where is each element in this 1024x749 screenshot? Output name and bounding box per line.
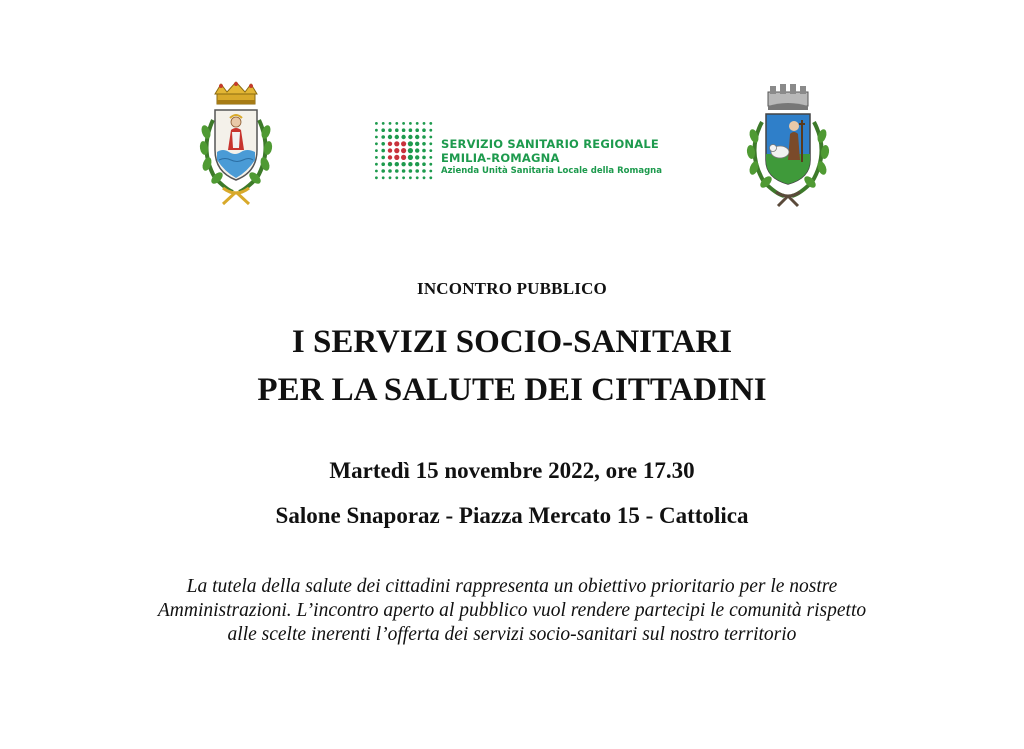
description-line1: La tutela della salute dei cittadini rappresenta un obiettivo prioritario per le nostre xyxy=(186,576,838,597)
logo-dot xyxy=(429,142,432,145)
logo-dot xyxy=(401,141,406,146)
logo-dot xyxy=(388,128,392,132)
logo-dot xyxy=(429,170,432,173)
logo-dot xyxy=(388,135,392,139)
event-title xyxy=(0,318,1024,414)
logo-dot xyxy=(429,129,432,132)
logo-dot xyxy=(375,122,378,125)
logo-dot xyxy=(415,169,419,173)
right-crest-icon xyxy=(740,80,836,208)
logo-dot xyxy=(394,155,399,160)
logo-dot xyxy=(375,176,378,179)
logo-dot xyxy=(394,148,399,153)
logo-dot xyxy=(415,162,419,166)
logo-dot xyxy=(402,128,406,132)
logo-dot xyxy=(422,156,426,160)
logo-dot xyxy=(402,122,405,125)
logo-dot xyxy=(409,122,412,125)
logo-dot xyxy=(389,122,392,125)
logo-dot xyxy=(422,149,426,153)
logo-dot xyxy=(422,169,426,173)
logo-dot xyxy=(382,176,385,179)
logo-dot xyxy=(375,156,378,159)
logo-dot xyxy=(422,135,426,139)
logo-dot xyxy=(409,128,413,132)
event-kicker: INCONTRO PUBBLICO xyxy=(417,279,607,298)
logo-dot xyxy=(415,155,419,159)
health-service-region: EMILIA-ROMAGNA xyxy=(441,151,560,165)
logo-dot xyxy=(395,135,399,139)
logo-dot xyxy=(408,162,412,166)
logo-dot xyxy=(394,141,399,146)
logo-dot xyxy=(422,128,426,132)
logo-dot xyxy=(429,136,432,139)
dotted-grid-icon xyxy=(373,120,435,182)
health-service-agency: Azienda Unità Sanitaria Locale della Romagna xyxy=(441,166,662,176)
logo-dot xyxy=(381,149,385,153)
logo-dot xyxy=(415,135,419,139)
logo-dot xyxy=(415,148,419,152)
event-description xyxy=(0,575,1024,647)
logo-dot xyxy=(395,162,399,166)
logo-dot xyxy=(381,128,385,132)
logo-dot xyxy=(423,176,426,179)
logo-dot xyxy=(408,148,413,153)
event-venue: Salone Snaporaz - Piazza Mercato 15 - Cattolica xyxy=(275,503,749,528)
logo-dot xyxy=(401,148,406,153)
logo-dot xyxy=(388,142,392,146)
logo-dot xyxy=(415,142,419,146)
logo-dot xyxy=(388,169,392,173)
health-service-name: SERVIZIO SANITARIO REGIONALE xyxy=(441,137,659,151)
logo-dot xyxy=(375,149,378,152)
event-title-line1: I SERVIZI SOCIO-SANITARI xyxy=(291,324,733,360)
logo-dot xyxy=(375,142,378,145)
logo-dot xyxy=(422,142,426,146)
logo-dot xyxy=(429,156,432,159)
logo-dot xyxy=(395,128,399,132)
logo-dot xyxy=(382,122,385,125)
description-line3: alle scelte inerenti l’offerta dei servizi socio-sanitari sul nostro territorio xyxy=(227,624,797,645)
logo-dot xyxy=(395,122,398,125)
logo-dot xyxy=(409,169,413,173)
logo-dot xyxy=(388,162,392,166)
logo-dot xyxy=(408,135,412,139)
logo-dot xyxy=(408,141,413,146)
logo-dot xyxy=(375,163,378,166)
logo-dot xyxy=(408,155,413,160)
logo-dot xyxy=(388,148,392,152)
logo-dot xyxy=(401,135,405,139)
logo-dot xyxy=(381,162,385,166)
logo-dot xyxy=(402,169,406,173)
logo-dot xyxy=(381,142,385,146)
description-line2: Amministrazioni. L’incontro aperto al pubblico vuol rendere partecipi le comunità rispetto xyxy=(157,600,867,621)
logo-dot xyxy=(388,155,392,159)
logo-dot xyxy=(429,149,432,152)
logo-dot xyxy=(422,162,426,166)
logo-dot xyxy=(381,169,385,173)
logo-dot xyxy=(381,135,385,139)
left-crest-icon xyxy=(193,80,279,208)
logo-dot xyxy=(429,163,432,166)
logo-dot xyxy=(401,162,405,166)
logo-dot xyxy=(375,136,378,139)
logo-dot xyxy=(381,156,385,160)
logo-dot xyxy=(416,176,419,179)
logo-dot xyxy=(429,122,432,125)
logo-dot xyxy=(429,176,432,179)
health-service-logo xyxy=(373,120,663,184)
logo-dot xyxy=(401,155,406,160)
logo-dot xyxy=(375,129,378,132)
logo-dot xyxy=(415,128,419,132)
logo-dot xyxy=(395,169,399,173)
logo-dot xyxy=(389,176,392,179)
logo-dot xyxy=(375,170,378,173)
logo-dot xyxy=(409,176,412,179)
logo-dot xyxy=(416,122,419,125)
logo-dot xyxy=(423,122,426,125)
logo-dot xyxy=(402,176,405,179)
event-date: Martedì 15 novembre 2022, ore 17.30 xyxy=(329,458,695,483)
logo-dot xyxy=(395,176,398,179)
event-title-line2: PER LA SALUTE DEI CITTADINI xyxy=(257,372,767,408)
